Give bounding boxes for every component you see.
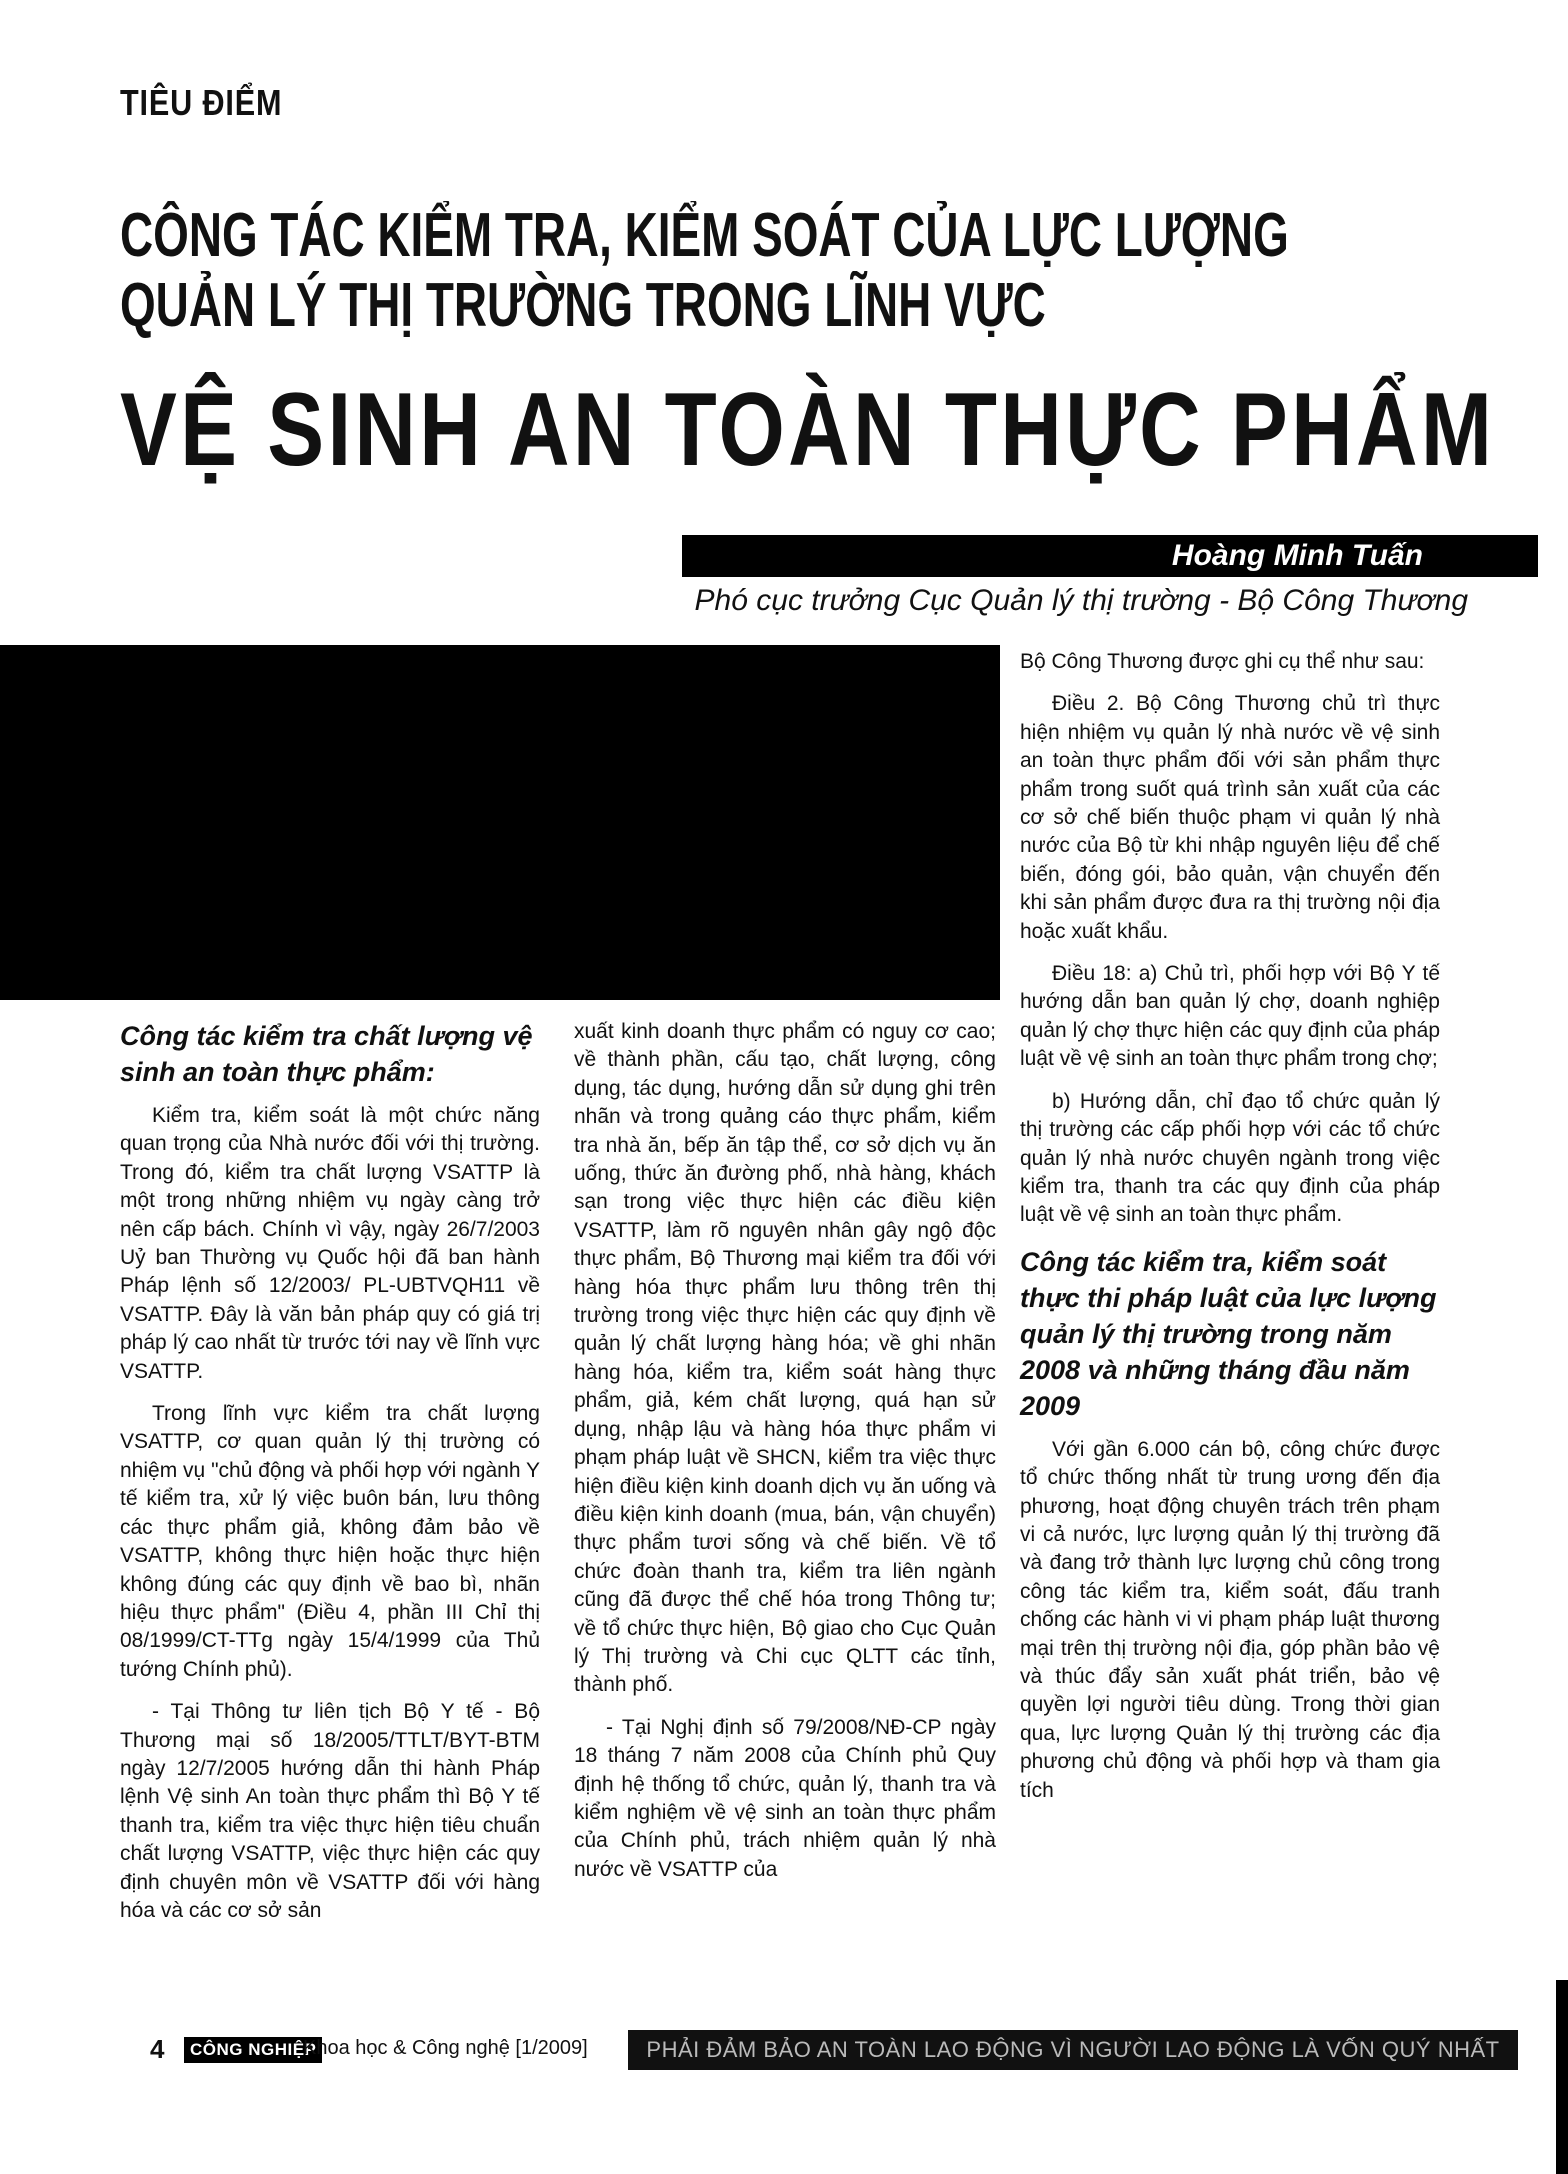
paragraph: Bộ Công Thương được ghi cụ thể như sau: <box>1020 650 1425 673</box>
column-1 <box>120 1018 540 1939</box>
paragraph: b) Hướng dẫn, chỉ đạo tổ chức quản lý thị trường các cấp phối hợp với các tổ chức quản lý nhà nước chuyên ngành trong việc kiểm tra, thanh tra các quy định của pháp luật về vệ sinh an toàn thực phẩm. <box>1020 1089 1440 1227</box>
paragraph: xuất kinh doanh thực phẩm có nguy cơ cao; về thành phần, cấu tạo, chất lượng, công dụng, tác dụng, hướng dẫn sử dụng ghi trên nhãn và trong quảng cáo thực phẩm, kiểm tra nhà ăn, bếp ăn tập thể, cơ sở dịch vụ ăn uống, thức ăn đường phố, nhà hàng, khách sạn trong việc thực hiện các điều kiện VSATTP, làm rõ nguyên nhân gây ngộ độc thực phẩm, Bộ Thương mại kiểm tra đối với hàng hóa thực phẩm lưu thông trên thị trường trong việc thực hiện các quy định về quản lý chất lượng hàng hóa; về ghi nhãn hàng hóa, kiểm tra, kiểm soát hàng thực phẩm, giả, kém chất lượng, quá hạn sử dụng, nhập lậu và hàng hóa thực phẩm vi phạm pháp luật về SHCN, kiểm tra việc thực hiện điều kiện kinh doanh dịch vụ ăn uống và điều kiện kinh doanh (mua, bán, vận chuyển) thực phẩm tươi sống và chế biến. Về tổ chức đoàn thanh tra, kiểm tra liên ngành cũng đã được thể chế hóa trong Thông tư; về tổ chức thực hiện, Bộ giao cho Cục Quản lý Thị trường và Chi cục QLTT các tỉnh, thành phố. <box>574 1020 996 1697</box>
author-bar <box>682 535 1538 577</box>
page-number: 4 <box>150 2034 165 2064</box>
magazine-issue: Khoa học & Công nghệ [1/2009] <box>303 2037 588 2059</box>
section-label: TIÊU ĐIỂM <box>120 82 283 123</box>
section-heading: Công tác kiểm tra, kiểm soát thực thi pháp luật của lực lượng quản lý thị trường trong năm 2008 và những tháng đầu năm 2009 <box>1020 1246 1437 1421</box>
paragraph: Kiểm tra, kiểm soát là một chức năng quan trọng của Nhà nước đối với thị trường. Trong đó, kiểm tra chất lượng VSATTP là một trong những nhiệm vụ ngày càng trở nên cấp bách. Chính vì vậy, ngày 26/7/2003 Uỷ ban Thường vụ Quốc hội đã ban hành Pháp lệnh số 12/2003/ PL-UBTVQH11 về VSATTP. Đây là văn bản pháp quy có giá trị pháp lý cao nhất từ trước tới nay về lĩnh vực VSATTP. <box>120 1104 540 1383</box>
page-edge-mark <box>1556 1980 1568 2174</box>
article-title-line-1: CÔNG TÁC KIỂM TRA, KIỂM SOÁT CỦA LỰC LƯỢNG <box>120 201 1289 270</box>
paragraph: Trong lĩnh vực kiểm tra chất lượng VSATTP, cơ quan quản lý thị trường có nhiệm vụ "chủ động và phối hợp với ngành Y tế kiểm tra, xử lý việc buôn bán, lưu thông các thực phẩm giả, không đảm bảo về VSATTP, không thực hiện hoặc thực hiện không đúng các quy định về bao bì, nhãn hiệu thực phẩm" (Điều 4, phần III Chỉ thị 08/1999/CT-TTg ngày 15/4/1999 của Thủ tướng Chính phủ). <box>120 1402 540 1681</box>
paragraph: - Tại Nghị định số 79/2008/NĐ-CP ngày 18 tháng 7 năm 2008 của Chính phủ Quy định hệ thống tổ chức, quản lý, thanh tra và kiểm nghiệm về vệ sinh an toàn thực phẩm của Chính phủ, trách nhiệm quản lý nhà nước về VSATTP của <box>574 1715 996 1881</box>
paragraph: Điều 18: a) Chủ trì, phối hợp với Bộ Y tế hướng dẫn ban quản lý chợ, doanh nghiệp quản lý chợ thực hiện các quy định của pháp luật về vệ sinh an toàn thực phẩm trong chợ; <box>1020 962 1440 1071</box>
article-photo <box>0 645 1000 1000</box>
author-role: Phó cục trưởng Cục Quản lý thị trường - Bộ Công Thương <box>694 584 1468 617</box>
author-name: Hoàng Minh Tuấn <box>1171 539 1423 572</box>
footer-slogan: PHẢI ĐẢM BẢO AN TOÀN LAO ĐỘNG VÌ NGƯỜI LAO ĐỘNG LÀ VỐN QUÝ NHẤT <box>628 2030 1518 2070</box>
magazine-logo: CÔNG NGHIỆP <box>184 2037 322 2063</box>
paragraph: Điều 2. Bộ Công Thương chủ trì thực hiện nhiệm vụ quản lý nhà nước về vệ sinh an toàn thực phẩm đối với sản phẩm thực phẩm trong suốt quá trình sản xuất của các cơ sở chế biến thuộc phạm vi quản lý nhà nước của Bộ từ khi nhập nguyên liệu để chế biến, đóng gói, bảo quản, vận chuyển đến khi sản phẩm được đưa ra thị trường nội địa hoặc xuất khẩu. <box>1020 692 1440 943</box>
column-3 <box>1020 648 1440 1819</box>
section-heading: Công tác kiểm tra chất lượng vệ sinh an toàn thực phẩm: <box>120 1021 533 1087</box>
article-title-line-3: VỆ SINH AN TOÀN THỰC PHẨM <box>120 372 1496 488</box>
paragraph: Với gần 6.000 cán bộ, công chức được tổ chức thống nhất từ trung ương đến địa phương, hoạt động chuyên trách trên phạm vi cả nước, lực lượng quản lý thị trường đã và đang trở thành lực lượng chủ công trong công tác kiểm tra, kiểm soát, đấu tranh chống các hành vi vi phạm pháp luật thương mại trên thị trường nội địa, góp phần bảo vệ và thúc đẩy sản xuất phát triển, bảo vệ quyền lợi người tiêu dùng. Trong thời gian qua, lực lượng Quản lý thị trường các địa phương chủ động và phối hợp và tham gia tích <box>1020 1437 1440 1802</box>
column-2 <box>574 1018 996 1898</box>
paragraph: - Tại Thông tư liên tịch Bộ Y tế - Bộ Thương mại số 18/2005/TTLT/BYT-BTM ngày 12/7/2005 hướng dẫn thi hành Pháp lệnh Vệ sinh An toàn thực phẩm thì Bộ Y tế thanh tra, kiểm tra việc thực hiện tiêu chuẩn chất lượng VSATTP, việc thực hiện các quy định chuyên môn về VSATTP đối với hàng hóa và các cơ sở sản <box>120 1700 540 1922</box>
article-title-line-2: QUẢN LÝ THỊ TRƯỜNG TRONG LĨNH VỰC <box>120 271 1046 340</box>
